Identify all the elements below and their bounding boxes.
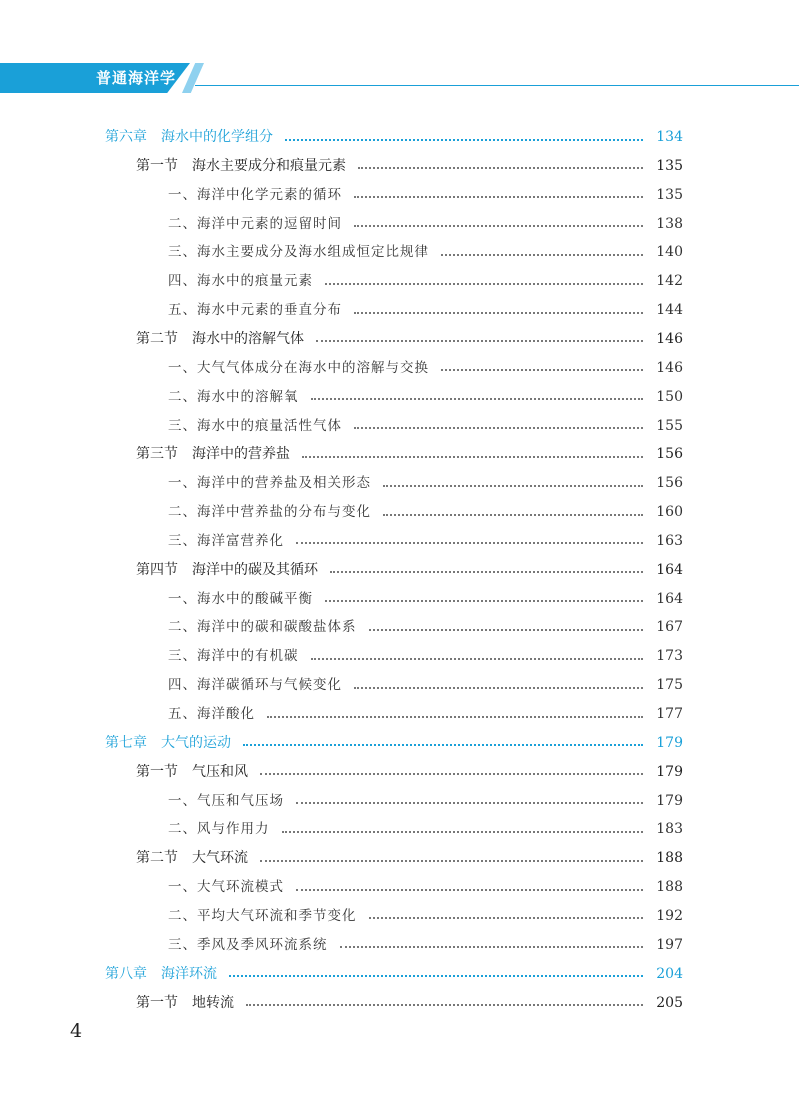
toc-section-entry[interactable] [136, 989, 683, 1017]
toc-chapter-entry[interactable] [105, 729, 683, 757]
toc-subsection-entry[interactable] [168, 498, 683, 526]
toc-subsection-entry[interactable] [168, 931, 683, 959]
toc-entry-number: 第一节 [136, 763, 178, 780]
toc-entry-number: 第六章 [105, 129, 147, 145]
toc-subsection-entry[interactable] [168, 642, 683, 670]
toc-page-number: 144 [656, 302, 683, 319]
toc-dot-leader [441, 253, 643, 256]
toc-dot-leader [243, 743, 643, 746]
toc-dot-leader [383, 484, 643, 487]
toc-page-number: 173 [656, 648, 683, 665]
toc-entry-title: 一、海水中的酸碱平衡 [168, 590, 313, 607]
toc-entry-title: 大气的运动 [161, 734, 231, 751]
toc-dot-leader [325, 599, 643, 602]
toc-entry-title: 三、季风及季风环流系统 [168, 936, 328, 953]
toc-page-number: 204 [656, 965, 683, 982]
toc-page-number: 160 [656, 504, 683, 521]
toc-page-number: 179 [656, 792, 683, 809]
toc-dot-leader [302, 455, 643, 458]
toc-dot-leader [296, 801, 643, 804]
toc-subsection-entry[interactable] [168, 613, 683, 641]
toc-page-number: 183 [656, 821, 683, 838]
toc-subsection-entry[interactable] [168, 267, 683, 295]
toc-subsection-entry[interactable] [168, 873, 683, 901]
toc-entry-title: 大气环流 [192, 850, 248, 867]
toc-entry-title: 三、海洋中的有机碳 [168, 648, 299, 665]
toc-subsection-entry[interactable] [168, 354, 683, 382]
toc-entry-number: 第三节 [136, 446, 178, 463]
toc-subsection-entry[interactable] [168, 238, 683, 266]
toc-dot-leader [260, 772, 643, 775]
page-header [0, 0, 799, 100]
toc-entry-title: 海洋环流 [161, 965, 217, 982]
toc-section-entry[interactable] [136, 152, 683, 180]
toc-chapter-entry[interactable] [105, 960, 683, 988]
toc-subsection-entry[interactable] [168, 412, 683, 440]
toc-entry-title: 海水中的化学组分 [161, 129, 273, 145]
toc-section-entry[interactable] [136, 758, 683, 786]
toc-entry-title: 海洋中的碳及其循环 [192, 561, 318, 578]
toc-page-number: 167 [656, 619, 683, 636]
toc-page-number: 155 [656, 417, 683, 434]
toc-chapter-entry[interactable] [105, 123, 683, 151]
toc-entry-number: 第七章 [105, 734, 147, 751]
toc-page-number: 175 [656, 677, 683, 694]
toc-subsection-entry[interactable] [168, 181, 683, 209]
toc-dot-leader [316, 339, 643, 342]
toc-page-number: 179 [656, 763, 683, 780]
toc-entry-title: 一、海洋中化学元素的循环 [168, 186, 342, 203]
toc-dot-leader [296, 541, 643, 544]
toc-page-number: 135 [656, 186, 683, 203]
toc-dot-leader [229, 974, 643, 977]
toc-entry-number: 第二节 [136, 330, 178, 347]
toc-subsection-entry[interactable] [168, 902, 683, 930]
toc-page-number: 192 [656, 907, 683, 924]
toc-entry-title: 四、海水中的痕量元素 [168, 273, 313, 290]
toc-entry-title: 二、风与作用力 [168, 821, 270, 838]
toc-dot-leader [354, 426, 643, 429]
toc-dot-leader [246, 1003, 643, 1006]
toc-page-number: 197 [656, 936, 683, 953]
toc-page-number: 163 [656, 532, 683, 549]
toc-entry-title: 五、海洋酸化 [168, 706, 255, 722]
book-title: 普通海洋学 [96, 69, 177, 87]
toc-page-number: 164 [656, 590, 683, 607]
toc-page-number: 188 [656, 879, 683, 896]
toc-entry-title: 海水主要成分和痕量元素 [192, 157, 346, 174]
toc-subsection-entry[interactable] [168, 469, 683, 497]
toc-entry-title: 四、海洋碳循环与气候变化 [168, 677, 342, 694]
toc-entry-title: 一、气压和气压场 [168, 792, 284, 809]
toc-entry-title: 一、大气气体成分在海水中的溶解与交换 [168, 359, 429, 376]
toc-section-entry[interactable] [136, 325, 683, 353]
toc-entry-title: 三、海水中的痕量活性气体 [168, 417, 342, 434]
toc-entry-number: 第一节 [136, 157, 178, 174]
toc-page-number: 188 [656, 850, 683, 867]
toc-entry-number: 第一节 [136, 994, 178, 1011]
toc-page-number: 142 [656, 273, 683, 290]
toc-dot-leader [325, 282, 643, 285]
toc-page-number: 138 [656, 215, 683, 232]
toc-subsection-entry[interactable] [168, 787, 683, 815]
header-rule [195, 85, 799, 86]
toc-page-number: 156 [656, 475, 683, 492]
toc-dot-leader [354, 686, 643, 689]
toc-page-number: 140 [656, 244, 683, 261]
toc-section-entry[interactable] [136, 844, 683, 872]
toc-entry-number: 第二节 [136, 850, 178, 867]
toc-dot-leader [441, 368, 643, 371]
toc-page-number: 134 [656, 129, 683, 145]
toc-page-number: 135 [656, 157, 683, 174]
toc-subsection-entry[interactable] [168, 527, 683, 555]
toc-dot-leader [285, 138, 643, 141]
page-number: 4 [70, 1020, 83, 1042]
toc-dot-leader [354, 311, 643, 314]
toc-dot-leader [260, 859, 643, 862]
toc-dot-leader [340, 945, 644, 948]
toc-entry-title: 三、海洋富营养化 [168, 532, 284, 549]
toc-subsection-entry[interactable] [168, 815, 683, 843]
toc-entry-title: 二、平均大气环流和季节变化 [168, 907, 357, 924]
toc-section-entry[interactable] [136, 440, 683, 468]
toc-page-number: 150 [656, 388, 683, 405]
toc-entry-number: 第八章 [105, 965, 147, 982]
toc-page-number: 177 [656, 706, 683, 722]
toc-entry-title: 海水中的溶解气体 [192, 330, 304, 347]
toc-entry-title: 二、海洋中营养盐的分布与变化 [168, 504, 371, 521]
toc-section-entry[interactable] [136, 556, 683, 584]
toc-entry-title: 地转流 [192, 994, 234, 1011]
toc-entry-title: 气压和风 [192, 763, 248, 780]
toc-entry-title: 二、海洋中元素的逗留时间 [168, 215, 342, 232]
toc-dot-leader [369, 916, 644, 919]
toc-subsection-entry[interactable] [168, 383, 683, 411]
toc-page-number: 179 [656, 734, 683, 751]
toc-subsection-entry[interactable] [168, 700, 683, 728]
toc-dot-leader [282, 830, 644, 833]
toc-page-number: 146 [656, 330, 683, 347]
toc-subsection-entry[interactable] [168, 296, 683, 324]
toc-entry-title: 五、海水中元素的垂直分布 [168, 302, 342, 319]
toc-page-number: 205 [656, 994, 683, 1011]
toc-dot-leader [354, 224, 643, 227]
toc-subsection-entry[interactable] [168, 210, 683, 238]
toc-dot-leader [358, 166, 643, 169]
toc-entry-title: 三、海水主要成分及海水组成恒定比规律 [168, 244, 429, 261]
toc-dot-leader [354, 195, 643, 198]
toc-page-number: 156 [656, 446, 683, 463]
toc-entry-title: 一、大气环流模式 [168, 879, 284, 896]
toc-page-number: 164 [656, 561, 683, 578]
toc-entry-title: 二、海洋中的碳和碳酸盐体系 [168, 619, 357, 636]
toc-page-number: 146 [656, 359, 683, 376]
toc-subsection-entry[interactable] [168, 585, 683, 613]
toc-dot-leader [296, 888, 643, 891]
toc-entry-title: 一、海洋中的营养盐及相关形态 [168, 475, 371, 492]
toc-dot-leader [311, 397, 644, 400]
toc-entry-title: 海洋中的营养盐 [192, 446, 290, 463]
toc-dot-leader [330, 570, 643, 573]
toc-dot-leader [383, 513, 643, 516]
toc-dot-leader [369, 628, 644, 631]
toc-entry-number: 第四节 [136, 561, 178, 578]
toc-dot-leader [311, 657, 644, 660]
toc-entry-title: 二、海水中的溶解氧 [168, 388, 299, 405]
toc-dot-leader [267, 715, 643, 718]
toc-subsection-entry[interactable] [168, 671, 683, 699]
